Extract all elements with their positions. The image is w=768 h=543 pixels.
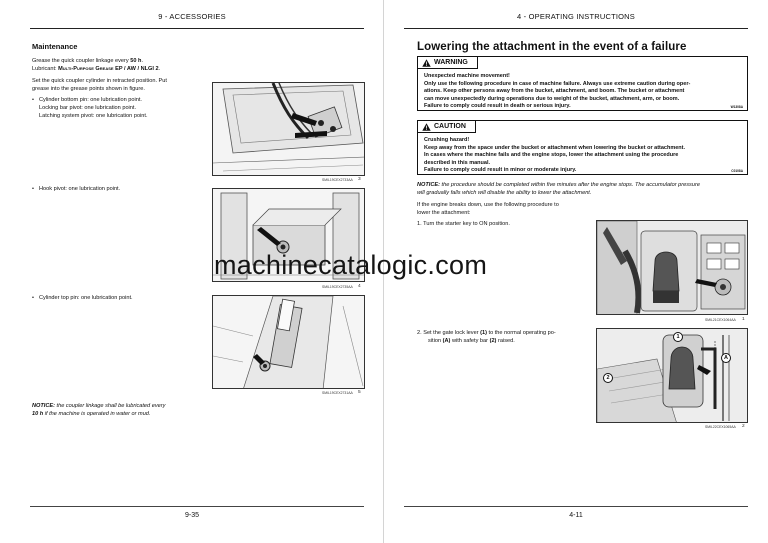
left-footer-rule bbox=[30, 506, 364, 507]
caution-triangle-icon bbox=[422, 123, 431, 131]
procedure-intro-line-2: lower the attachment: bbox=[417, 210, 471, 216]
figure-r2-code: SMIL22CEX1065AA bbox=[705, 425, 736, 429]
right-footer-rule bbox=[404, 506, 748, 507]
figure-4-code: SMIL19CEX2735AA bbox=[322, 285, 353, 289]
grease-interval-text: Grease the quick coupler linkage every 50 h. bbox=[32, 58, 144, 64]
step-2-gate-lock-line-2: sition (A) with safety bar (2) raised. bbox=[428, 338, 515, 344]
callout-a: A bbox=[721, 353, 731, 363]
procedure-intro-line-1: If the engine breaks down, use the following procedure to bbox=[417, 202, 559, 208]
warning-line-3: ations. Keep other persons away from the bucket, attachment, and boom. The bucket or attachment bbox=[424, 88, 685, 94]
caution-header bbox=[418, 121, 476, 133]
figure-r2-illustration bbox=[597, 329, 748, 423]
bullet-hook-pivot: Hook pivot: one lubrication point. bbox=[39, 186, 121, 192]
caution-line-2: Keep away from the space under the bucket or attachment when lowering the bucket or attachment. bbox=[424, 144, 686, 151]
figure-quick-coupler-cylinder bbox=[212, 82, 365, 176]
figure-3-number: 3 bbox=[358, 177, 361, 182]
warning-header bbox=[418, 57, 478, 69]
caution-box bbox=[417, 120, 748, 175]
figure-r1-illustration bbox=[597, 221, 748, 315]
bullet-marker: • bbox=[32, 186, 34, 192]
line-latching-system-pivot: Latching system pivot: one lubrication point. bbox=[39, 113, 148, 119]
left-page-header: 9 - ACCESSORIES bbox=[158, 12, 226, 21]
callout-2: 2 bbox=[603, 373, 613, 383]
bullet-marker: • bbox=[32, 97, 34, 103]
figure-r2-number: 2 bbox=[742, 424, 745, 429]
figure-starter-key bbox=[596, 220, 748, 315]
step-1-starter-key: 1. Turn the starter key to ON position. bbox=[417, 221, 510, 227]
notice-coupler-line-2: 10 h if the machine is operated in water or mud. bbox=[32, 411, 151, 417]
section-title-maintenance: Maintenance bbox=[32, 42, 78, 51]
figure-5-code: SMIL19CEX2731AA bbox=[322, 391, 353, 395]
page-title: Lowering the attachment in the event of a failure bbox=[417, 41, 687, 53]
warning-line-4: can move unexpectedly during operations due to weight of the bucket, attachment, arm, or boom. bbox=[424, 95, 680, 102]
figure-r1-code: SMIL21CEX1064AA bbox=[705, 318, 736, 322]
callout-1: 1 bbox=[673, 332, 683, 342]
figure-gate-lock-lever bbox=[596, 328, 748, 423]
bullet-cylinder-top-pin: Cylinder top pin: one lubrication point. bbox=[39, 295, 133, 301]
figure-3-illustration bbox=[213, 83, 365, 176]
caution-line-4: described in this manual. bbox=[424, 159, 491, 166]
watermark-text: machinecatalogic.com bbox=[214, 250, 488, 280]
figure-r1-number: 1 bbox=[742, 317, 745, 322]
right-header-rule bbox=[404, 28, 748, 29]
notice-five-minutes-line-1: NOTICE: the procedure should be completed within five minutes after the engine stops. The accumulator pressure bbox=[417, 182, 700, 188]
lubricant-text: Lubricant: Multi-Purpose Grease EP / AW / NLGI 2. bbox=[32, 66, 161, 72]
bullet-cylinder-bottom-pin: Cylinder bottom pin: one lubrication point. bbox=[39, 97, 142, 103]
warning-box bbox=[417, 56, 748, 111]
warning-triangle-icon bbox=[422, 59, 431, 67]
left-header-rule bbox=[30, 28, 364, 29]
warning-code: W1308A bbox=[730, 105, 743, 109]
notice-five-minutes-line-2: will gradually falls which will disable the ability to lower the attachment. bbox=[417, 190, 592, 196]
warning-line-1: Unexpected machine movement! bbox=[424, 73, 510, 79]
left-page-number: 9-35 bbox=[184, 512, 199, 519]
intro-line-3: Set the quick coupler cylinder in retracted position. Put bbox=[32, 78, 167, 84]
warning-line-2: Only use the following procedure in case of machine failure. Always use extreme caution during oper- bbox=[424, 80, 691, 87]
right-page-number: 4-11 bbox=[569, 512, 583, 519]
line-locking-bar-pivot: Locking bar pivot: one lubrication point. bbox=[39, 105, 137, 111]
caution-line-1: Crushing hazard! bbox=[424, 137, 470, 143]
figure-3-code: SMIL19CEX2733AA bbox=[322, 178, 353, 182]
right-page-header: 4 - OPERATING INSTRUCTIONS bbox=[517, 12, 635, 21]
bullet-marker: • bbox=[32, 295, 34, 301]
caution-line-5: Failure to comply could result in minor or moderate injury. bbox=[424, 167, 577, 173]
figure-5-illustration bbox=[213, 296, 365, 389]
caution-code: C0108A bbox=[731, 169, 743, 173]
step-2-gate-lock-line-1: 2. Set the gate lock lever (1) to the normal operating po- bbox=[417, 330, 556, 336]
caution-line-3: In cases where the machine fails and the engine stops, lower the attachment using the procedure bbox=[424, 152, 679, 158]
warning-line-5: Failure to comply could result in death or serious injury. bbox=[424, 103, 571, 109]
figure-4-number: 4 bbox=[358, 284, 361, 289]
warning-title: WARNING bbox=[434, 59, 468, 66]
intro-line-4: grease into the grease points shown in figure. bbox=[32, 86, 145, 92]
caution-title: CAUTION bbox=[434, 123, 466, 130]
figure-cylinder-top-pin bbox=[212, 295, 365, 389]
notice-coupler-line-1: NOTICE: the coupler linkage shall be lubricated every bbox=[32, 403, 166, 409]
figure-5-number: 5 bbox=[358, 390, 361, 395]
